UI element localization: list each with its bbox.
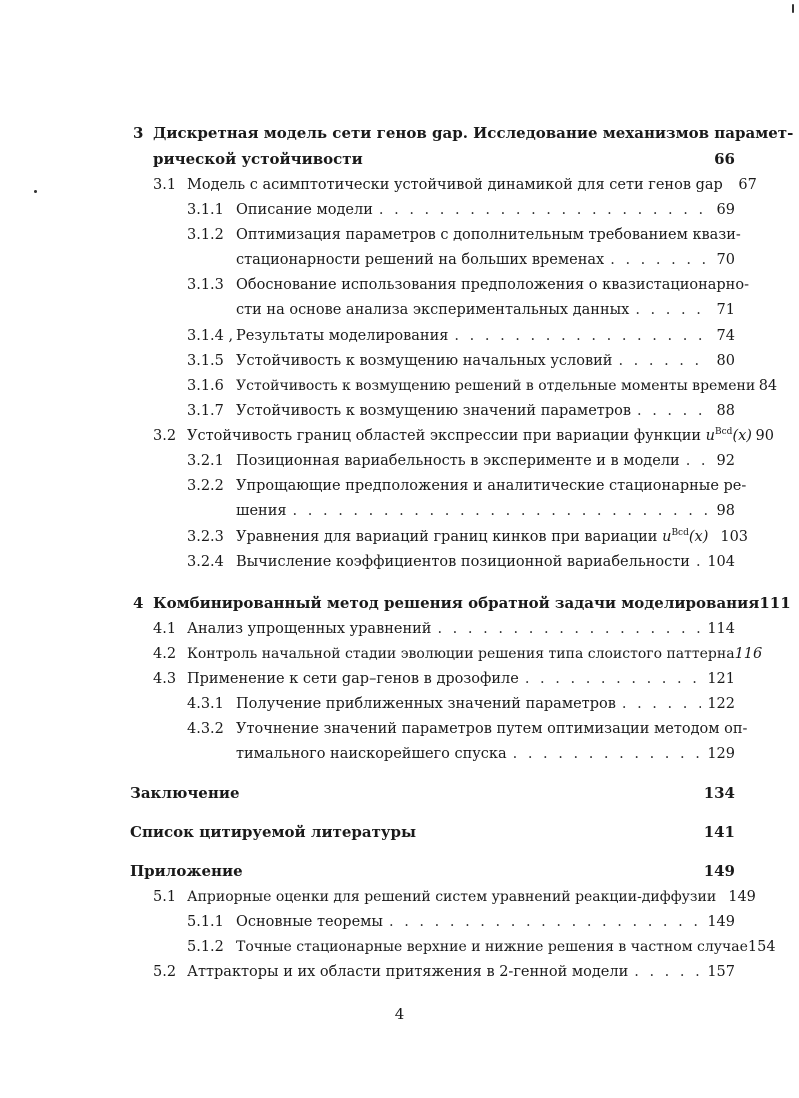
subsection-number: 3.1.7 — [187, 403, 224, 419]
subsection-number: 3.2.4 — [187, 554, 224, 570]
page-number: 74 — [716, 328, 735, 344]
chapter-title: Комбинированный метод решения обратной задачи моделирования — [153, 594, 760, 612]
subsection-number: 3.1.5 — [187, 353, 224, 369]
section-title: Априорные оценки для решений систем уравнений реакции-диффузии — [187, 889, 717, 905]
subsection-title: Описание модели — [236, 202, 373, 218]
chapter-title: Дискретная модель сети генов gap. Исследование механизмов парамет- — [153, 124, 794, 142]
chapter-title: Приложение — [130, 862, 243, 880]
section-title: Модель с асимптотически устойчивой динамикой для сети генов gap — [187, 177, 723, 193]
page-number: 154 — [747, 939, 776, 955]
page-number: 69 — [716, 202, 735, 218]
subsection-title: Основные теоремы — [236, 914, 383, 930]
page-number: 141 — [703, 823, 735, 841]
toc-subsection-3-1-5 — [187, 352, 735, 370]
subsection-number: 3.1.3 — [187, 277, 224, 293]
toc-subsection-3-1-1 — [187, 201, 735, 219]
toc-subsection-5-1-2 — [187, 938, 776, 956]
section-title: Аттракторы и их области притяжения в 2-генной модели — [187, 964, 629, 980]
page-number: 84 — [758, 378, 778, 394]
page-number: 121 — [707, 671, 735, 687]
toc-subsection-3-1-7 — [187, 402, 735, 420]
chapter-number: 3 — [133, 124, 144, 142]
subsection-title: Получение приближенных значений параметров — [236, 696, 616, 712]
subsection-title: Устойчивость к возмущению начальных условий — [236, 353, 613, 369]
subsection-title: Устойчивость к возмущению решений в отдельные моменты времени — [236, 378, 756, 394]
toc-subsection-3-2-2-cont — [236, 502, 735, 520]
toc-section-3-1 — [153, 176, 757, 194]
subsection-number: 3.1.1 — [187, 202, 224, 218]
toc-subsection-3-2-3 — [187, 528, 749, 546]
toc-subsection-4-3-2-cont — [236, 745, 735, 763]
section-title: Устойчивость границ областей экспрессии при вариации функции $u^{Bcd}(x)$ — [187, 427, 752, 444]
toc-section-4-2 — [153, 645, 763, 663]
page-number: 114 — [707, 621, 735, 637]
toc-chapter-3-cont — [153, 150, 735, 168]
toc-section-4-1 — [153, 620, 735, 638]
section-number: 3.2 — [153, 428, 177, 444]
page-number: 116 — [734, 646, 763, 662]
page-number: 90 — [755, 428, 774, 444]
page-number: 67 — [738, 177, 757, 193]
subsection-number: 3.1.2 — [187, 227, 224, 243]
subsection-title: Устойчивость к возмущению значений параметров — [236, 403, 631, 419]
section-number: 4.1 — [153, 621, 177, 637]
subsection-title: Оптимизация параметров с дополнительным требованием квази- — [236, 227, 741, 243]
page-number: 122 — [707, 696, 735, 712]
subsection-number: 3.1.6 — [187, 378, 224, 394]
section-number: 5.1 — [153, 889, 177, 905]
scan-speck — [34, 190, 37, 193]
section-number: 4.3 — [153, 671, 177, 687]
page-number: 104 — [707, 554, 735, 570]
subsection-title: Результаты моделирования — [236, 328, 449, 344]
toc-subsection-3-2-2 — [187, 477, 747, 495]
toc-subsection-3-2-4 — [187, 553, 735, 571]
section-number: 3.1 — [153, 177, 177, 193]
section-number: 5.2 — [153, 964, 177, 980]
section-title: Анализ упрощенных уравнений — [187, 621, 432, 637]
page-number: 149 — [703, 862, 735, 880]
subsection-title: Уточнение значений параметров путем оптимизации методом оп- — [236, 721, 748, 737]
subsection-number: 3.2.3 — [187, 529, 224, 545]
toc-chapter-3 — [133, 124, 794, 142]
page-number: 157 — [707, 964, 735, 980]
section-title: Контроль начальной стадии эволюции решения типа слоистого паттерна — [187, 646, 735, 662]
page-number: 111 — [759, 594, 791, 612]
toc-subsection-3-1-6 — [187, 377, 778, 395]
subsection-number: 4.3.1 — [187, 696, 224, 712]
subsection-title-cont: сти на основе анализа экспериментальных данных — [236, 302, 630, 318]
subsection-number: 3.1.4 , — [187, 328, 234, 344]
subsection-title: Позиционная вариабельность в эксперименте и в модели — [236, 453, 680, 469]
page-number: 88 — [716, 403, 735, 419]
toc-subsection-4-3-1 — [187, 695, 735, 713]
subsection-title: Обоснование использования предположения о квазистационарно- — [236, 277, 749, 293]
subsection-title-cont: шения — [236, 503, 287, 519]
page-number: 103 — [720, 529, 749, 545]
page-number: 80 — [716, 353, 735, 369]
subsection-number: 4.3.2 — [187, 721, 224, 737]
toc-section-3-2 — [153, 427, 774, 445]
toc-subsection-5-1-1 — [187, 913, 735, 931]
subsection-title-cont: стационарности решений на больших временах — [236, 252, 605, 268]
page-number: 129 — [707, 746, 735, 762]
scan-mark — [792, 4, 794, 13]
subsection-title: Вычисление коэффициентов позиционной вариабельности — [236, 554, 690, 570]
subsection-title: Точные стационарные верхние и нижние решения в частном случае — [236, 939, 748, 955]
section-title: Применение к сети gap–генов в дрозофиле — [187, 671, 519, 687]
subsection-number: 5.1.2 — [187, 939, 224, 955]
toc-subsection-3-1-2 — [187, 226, 741, 244]
chapter-title: Список цитируемой литературы — [130, 823, 417, 841]
subsection-number: 3.2.1 — [187, 453, 224, 469]
chapter-number: 4 — [133, 594, 144, 612]
page-footer-number: 4 — [394, 1005, 405, 1023]
subsection-title: Уравнения для вариаций границ кинков при вариации $u^{Bcd}(x)$ — [236, 528, 709, 545]
page-number: 70 — [716, 252, 735, 268]
page-number: 149 — [728, 889, 756, 905]
subsection-title: Упрощающие предположения и аналитические стационарные ре- — [236, 478, 747, 494]
subsection-number: 5.1.1 — [187, 914, 224, 930]
toc-subsection-3-1-3 — [187, 276, 749, 294]
subsection-number: 3.2.2 — [187, 478, 224, 494]
toc-subsection-3-2-1 — [187, 452, 735, 470]
page-number: 98 — [716, 503, 735, 519]
toc-subsection-4-3-2 — [187, 720, 748, 738]
toc-section-4-3 — [153, 670, 735, 688]
page-number: 134 — [703, 784, 735, 802]
toc-chapter-4 — [133, 594, 791, 612]
toc-subsection-3-1-4 — [187, 327, 735, 345]
page-number: 92 — [716, 453, 735, 469]
chapter-title: Заключение — [130, 784, 240, 802]
section-number: 4.2 — [153, 646, 177, 662]
toc-subsection-3-1-2-cont — [236, 251, 735, 269]
toc-section-5-1 — [153, 888, 756, 906]
subsection-title-cont: тимального наискорейшего спуска — [236, 746, 507, 762]
toc-appendix — [130, 862, 735, 880]
toc-subsection-3-1-3-cont — [236, 301, 735, 319]
toc-section-5-2 — [153, 963, 735, 981]
page-number: 149 — [707, 914, 735, 930]
page-number: 66 — [714, 150, 735, 168]
toc-references — [130, 823, 735, 841]
page-number: 71 — [716, 302, 735, 318]
toc-conclusion — [130, 784, 735, 802]
chapter-title-cont: рической устойчивости — [153, 150, 363, 168]
